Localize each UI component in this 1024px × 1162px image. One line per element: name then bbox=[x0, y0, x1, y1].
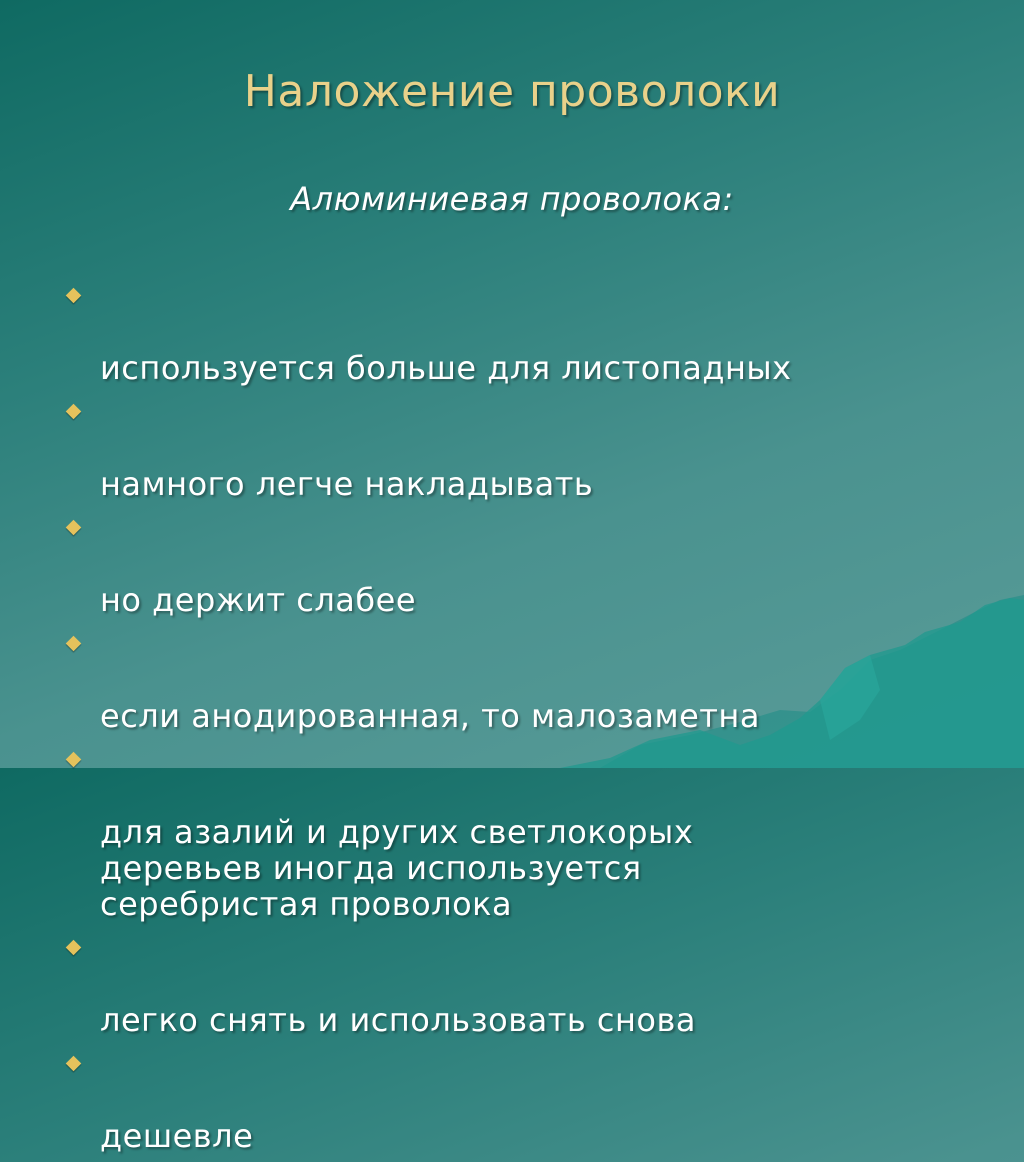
bullet-list bbox=[62, 278, 962, 1162]
bullet-item bbox=[62, 930, 962, 1038]
diamond-bullet-icon bbox=[66, 1056, 82, 1072]
bullet-item bbox=[62, 742, 962, 922]
bullet-item bbox=[62, 1046, 962, 1154]
bullet-text: легко снять и использовать снова bbox=[100, 1001, 696, 1039]
bullet-text: но держит слабее bbox=[100, 581, 416, 619]
slide-subtitle: Алюминиевая проволока: bbox=[290, 180, 734, 218]
diamond-bullet-icon bbox=[66, 520, 82, 536]
diamond-bullet-icon bbox=[66, 404, 82, 420]
bullet-item bbox=[62, 394, 962, 502]
diamond-bullet-icon bbox=[66, 940, 82, 956]
bullet-item bbox=[62, 626, 962, 734]
bullet-item bbox=[62, 510, 962, 618]
bullet-text: если анодированная, то малозаметна bbox=[100, 697, 760, 735]
bullet-text: намного легче накладывать bbox=[100, 465, 594, 503]
diamond-bullet-icon bbox=[66, 288, 82, 304]
bullet-text: используется больше для листопадных bbox=[100, 349, 792, 387]
slide-title: Наложение проволоки bbox=[243, 66, 781, 117]
bullet-item bbox=[62, 278, 962, 386]
bullet-text: для азалий и других светлокорых деревьев иногда используется серебристая проволока bbox=[100, 813, 694, 923]
diamond-bullet-icon bbox=[66, 636, 82, 652]
bullet-text: дешевле bbox=[100, 1117, 254, 1155]
diamond-bullet-icon bbox=[66, 752, 82, 768]
